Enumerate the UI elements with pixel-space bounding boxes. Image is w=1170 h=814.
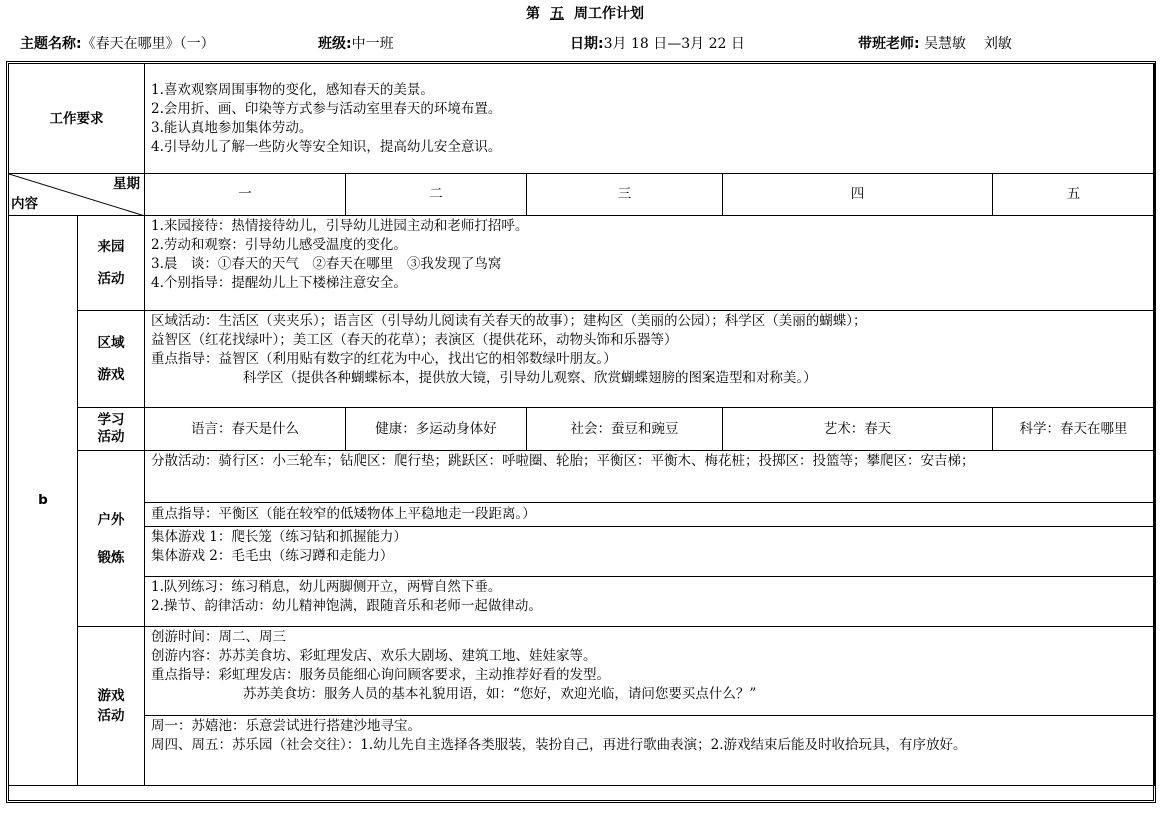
outdoor-group-games [145, 527, 1155, 577]
outdoor-key-guidance: 重点指导：平衡区（能在较窄的低矮物体上平稳地走一段距离。） [145, 503, 1155, 527]
games-row-1 [9, 627, 1155, 716]
games-line: 苏苏美食坊：服务人员的基本礼貌用语，如：“您好，欢迎光临，请问您要买点什么？” [243, 686, 757, 702]
area-label-text: 区域游戏 [97, 335, 125, 383]
outdoor-row-3 [9, 527, 1155, 577]
games-line: 重点指导：彩虹理发店：服务员能细心询问顾客要求，主动推荐好看的发型。 [151, 667, 610, 683]
outdoor-row-4 [9, 577, 1155, 627]
outdoor-drills [145, 577, 1155, 627]
group-game-line: 集体游戏 1：爬长笼（练习钻和抓握能力） [151, 529, 407, 545]
day-tuesday: 二 [346, 174, 527, 216]
class-field [318, 33, 394, 55]
area-row [9, 311, 1155, 408]
games-creative [145, 627, 1155, 716]
content-header-label: 内容 [11, 196, 38, 212]
day-thursday: 四 [723, 174, 993, 216]
teacher-label: 带班老师: [858, 36, 920, 52]
arrival-label [78, 216, 145, 311]
learning-item: 社会：蚕豆和豌豆 [527, 408, 723, 451]
area-line: 益智区（红花找绿叶）；美工区（春天的花草）；表演区（提供花环，动物头饰和乐器等） [151, 332, 678, 348]
requirement-line: 3.能认真地参加集体劳动。 [151, 119, 313, 136]
day-monday: 一 [145, 174, 346, 216]
weekday-row [9, 174, 1155, 216]
area-line: 重点指导：益智区（利用贴有数字的红花为中心，找出它的相邻数绿叶朋友。） [151, 351, 617, 367]
theme-label: 主题名称: [20, 36, 82, 52]
games-row-2 [9, 716, 1155, 786]
requirement-line: 2.会用折、画、印染等方式参与活动室里春天的环境布置。 [151, 100, 502, 117]
date-label: 日期: [570, 36, 604, 52]
requirements-content [145, 64, 1155, 174]
drill-line: 2.操节、韵律活动：幼儿精神饱满，跟随音乐和老师一起做律动。 [151, 598, 542, 614]
side-label: b [9, 216, 78, 786]
week-number: 五 [550, 6, 564, 22]
plan-table [8, 63, 1155, 786]
games-line: 创游时间：周二、周三 [151, 629, 286, 645]
arrival-line: 4.个别指导：提醒幼儿上下楼梯注意安全。 [151, 275, 407, 291]
drill-line: 1.队列练习：练习稍息，幼儿两脚侧开立，两臂自然下垂。 [151, 579, 502, 595]
learning-item: 科学：春天在哪里 [993, 408, 1155, 451]
outdoor-label-text: 户外锻炼 [97, 511, 125, 566]
requirements-label: 工作要求 [9, 64, 145, 174]
games-line: 创游内容：苏苏美食坊、彩虹理发店、欢乐大剧场、建筑工地、娃娃家等。 [151, 648, 597, 664]
teacher-value: 吴慧敏 刘敏 [924, 36, 1012, 52]
outdoor-row-2 [9, 503, 1155, 527]
title-prefix: 第 [526, 6, 540, 22]
arrival-line: 2.劳动和观察：引导幼儿感受温度的变化。 [151, 237, 407, 253]
arrival-line: 1.来园接待：热情接待幼儿，引导幼儿进园主动和老师打招呼。 [151, 218, 529, 234]
outdoor-row-1 [9, 451, 1155, 503]
weekday-header-label: 星期 [113, 176, 140, 192]
teacher-field [858, 33, 1012, 55]
page-title [0, 3, 1170, 23]
theme-value: 《春天在哪里》（一） [81, 36, 215, 52]
arrival-row [9, 216, 1155, 311]
title-suffix: 周工作计划 [574, 6, 644, 22]
class-value: 中一班 [351, 36, 394, 52]
day-wednesday: 三 [527, 174, 723, 216]
requirement-line: 1.喜欢观察周围事物的变化，感知春天的美景。 [151, 81, 434, 98]
games-weekly [145, 716, 1155, 786]
arrival-label-text: 来园活动 [97, 239, 125, 287]
learning-item: 艺术：春天 [723, 408, 993, 451]
learning-item: 语言：春天是什么 [145, 408, 346, 451]
learning-label-text: 学习活动 [97, 412, 125, 445]
games-label-text: 游戏活动 [97, 688, 125, 724]
arrival-line: 3.晨 谈：①春天的天气 ②春天在哪里 ③我发现了鸟窝 [151, 256, 502, 272]
games-label [78, 627, 145, 786]
group-game-line: 集体游戏 2：毛毛虫（练习蹲和走能力） [151, 548, 394, 564]
theme-field [20, 33, 215, 55]
date-field [570, 33, 745, 55]
area-content [145, 311, 1155, 408]
outdoor-free-activities: 分散活动：骑行区：小三轮车；钻爬区：爬行垫；跳跃区：呼啦圈、轮胎；平衡区：平衡木、梅花桩；投掷区：投篮等；攀爬区：安吉梯； [145, 451, 1155, 503]
day-friday: 五 [993, 174, 1155, 216]
date-value: 3月 18 日—3月 22 日 [603, 36, 745, 52]
area-line: 区域活动：生活区（夹夹乐）；语言区（引导幼儿阅读有关春天的故事）；建构区（美丽的公园）；科学区（美丽的蝴蝶）； [151, 313, 867, 329]
outdoor-label [78, 451, 145, 627]
area-label [78, 311, 145, 408]
requirement-line: 4.引导幼儿了解一些防火等安全知识，提高幼儿安全意识。 [151, 138, 502, 155]
games-weekly-line: 周一：苏嬉池：乐意尝试进行搭建沙地寻宝。 [151, 718, 421, 734]
games-weekly-line: 周四、周五：苏乐园（社会交往）：1.幼儿先自主选择各类服装，装扮自己，再进行歌曲表演；2.游戏结束后能及时收拾玩具，有序放好。 [151, 737, 967, 753]
class-label: 班级: [318, 36, 352, 52]
learning-label [78, 408, 145, 451]
arrival-content [145, 216, 1155, 311]
requirements-row [9, 64, 1155, 174]
area-line: 科学区（提供各种蝴蝶标本，提供放大镜，引导幼儿观察、欣赏蝴蝶翅膀的图案造型和对称美。） [243, 370, 817, 386]
diagonal-header [9, 174, 145, 216]
learning-row [9, 408, 1155, 451]
learning-item: 健康：多运动身体好 [346, 408, 527, 451]
